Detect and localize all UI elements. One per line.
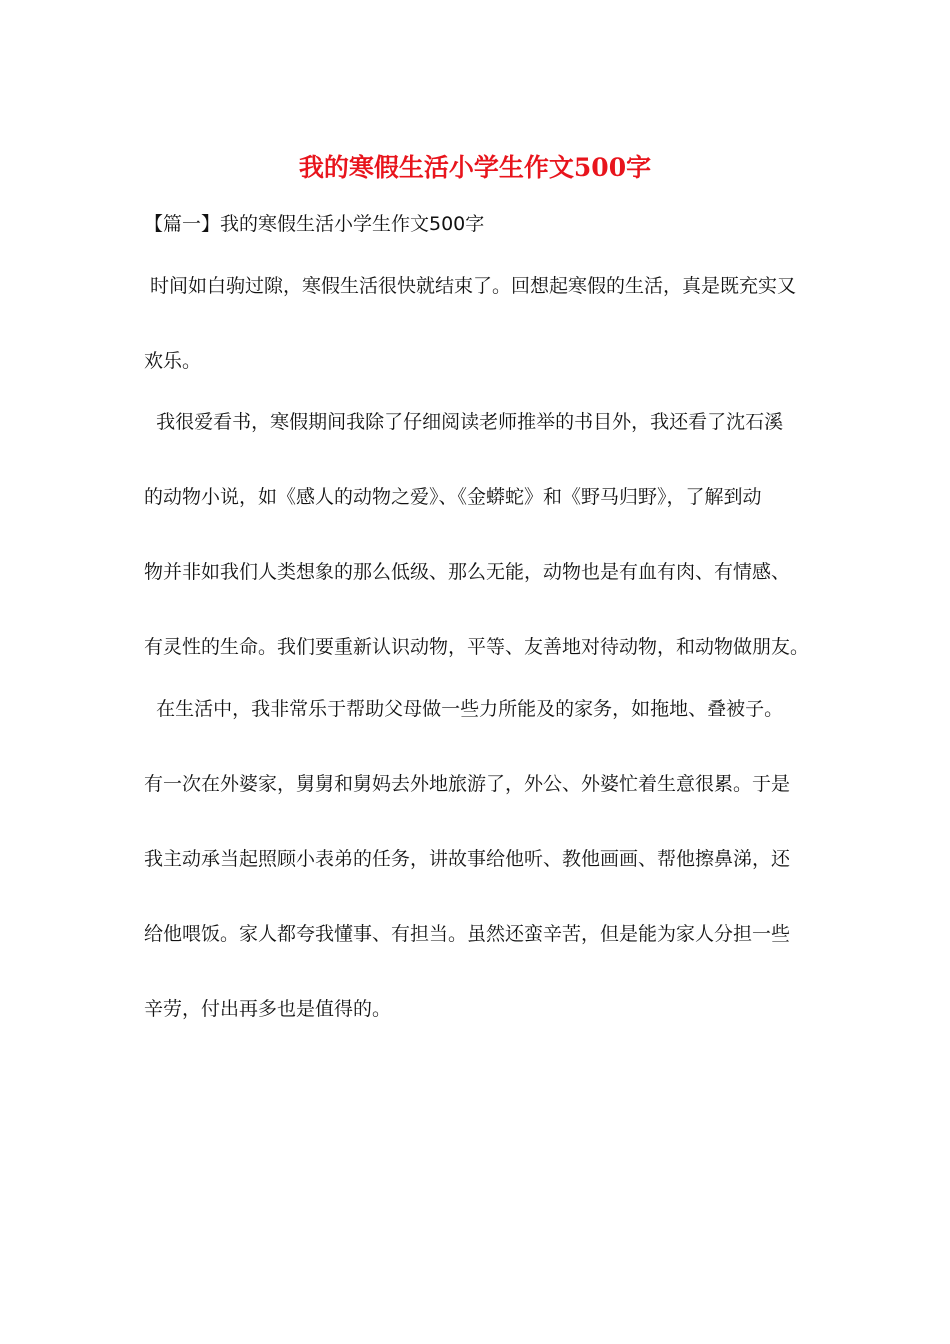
- paragraph-line: 给他喂饭。家人都夸我懂事、有担当。虽然还蛮辛苦，但是能为家人分担一些: [144, 923, 791, 945]
- paragraph-line: 物并非如我们人类想象的那么低级、那么无能，动物也是有血有肉、有情感、: [144, 561, 791, 583]
- paragraph-line: 的动物小说，如《感人的动物之爱》、《金蟒蛇》和《野马归野》，了解到动: [144, 486, 762, 508]
- paragraph-line: 有一次在外婆家，舅舅和舅妈去外地旅游了，外公、外婆忙着生意很累。于是: [144, 773, 791, 795]
- paragraph-line: 我很爱看书，寒假期间我除了仔细阅读老师推举的书目外，我还看了沈石溪: [144, 411, 784, 433]
- paragraph-line: 我主动承当起照顾小表弟的任务，讲故事给他听、教他画画、帮他擦鼻涕，还: [144, 848, 791, 870]
- paragraph-line: 有灵性的生命。我们要重新认识动物，平等、友善地对待动物，和动物做朋友。: [144, 636, 810, 658]
- paragraph-line: 时间如白驹过隙，寒假生活很快就结束了。回想起寒假的生活，真是既充实又: [144, 275, 797, 297]
- document-title: 我的寒假生活小学生作文500字: [298, 153, 652, 182]
- section-heading: 【篇一】我的寒假生活小学生作文500字: [144, 213, 485, 235]
- paragraph-line: 在生活中，我非常乐于帮助父母做一些力所能及的家务，如拖地、叠被子。: [144, 698, 784, 720]
- paragraph-line: 欢乐。: [144, 350, 202, 372]
- paragraph-line: 辛劳，付出再多也是值得的。: [144, 998, 392, 1020]
